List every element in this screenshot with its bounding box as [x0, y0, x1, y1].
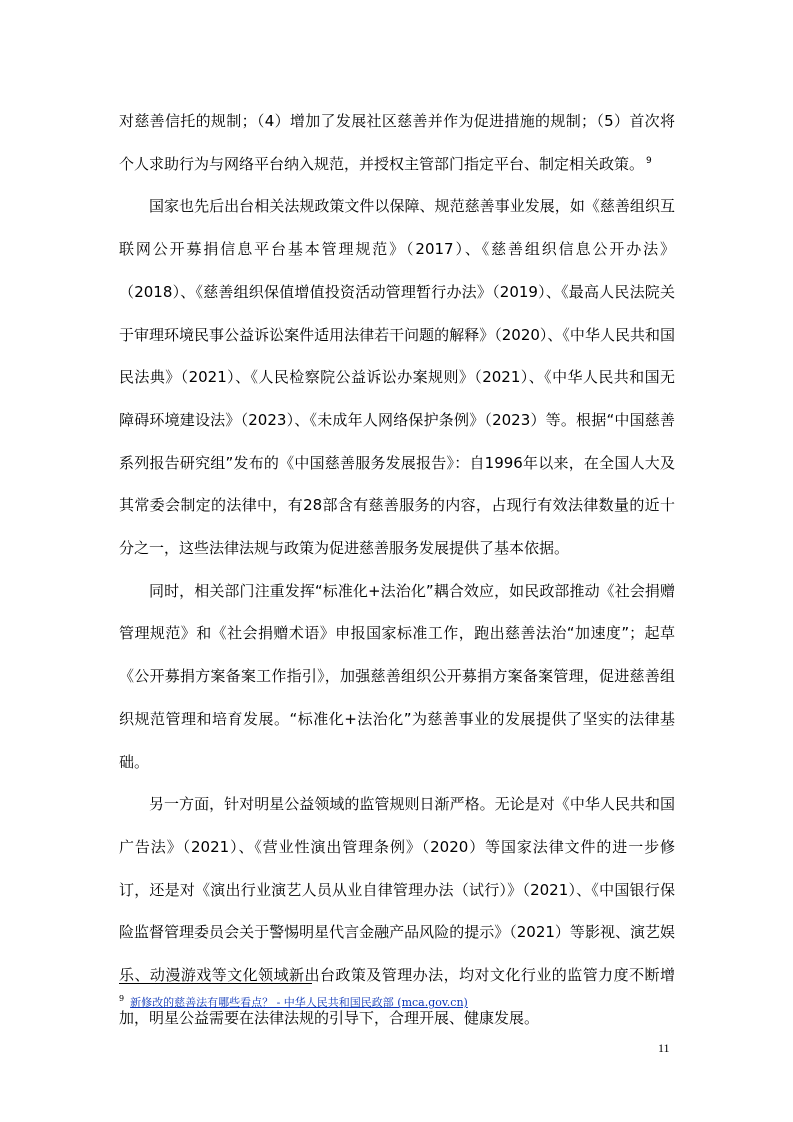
- paragraph-celebrity-regulation: 另一方面，针对明星公益领域的监管规则日渐严格。无论是对《中华人民共和国广告法》（2021）、《营业性演出管理条例》（2020）等国家法律文件的进一步修订，还是对《演出行业演艺人员从业自律管理办法（试行）》（2021）、《中国银行保险监督管理委员会关于警惕明星代言金融产品风险的提示》（2021）等影视、演艺娱乐、动漫游戏等文化领域新出台政策及管理办法，均对文化行业的监管力度不断增加，明星公益需要在法律法规的引导下，合理开展、健康发展。: [119, 795, 675, 1027]
- footnote: [119, 995, 468, 1011]
- page-body: [119, 100, 675, 1039]
- paragraph-laws-policies: 国家也先后出台相关法规政策文件以保障、规范慈善事业发展，如《慈善组织互联网公开募捐信息平台基本管理规范》（2017）、《慈善组织信息公开办法》（2018）、《慈善组织保值增值投资活动管理暂行办法》（2019）、《最高人民法院关于审理环境民事公益诉讼案件适用法律若干问题的解释》（2020）、《中华人民共和国民法典》（2021）、《人民检察院公益诉讼办案规则》（2021）、《中华人民共和国无障碍环境建设法》（2023）、《未成年人网络保护条例》（2023）等。根据“中国慈善系列报告研究组”发布的《中国慈善服务发展报告》：自1996年以来，在全国人大及其常委会制定的法律中，有28部含有慈善服务的内容，占现行有效法律数量的近十分之一，这些法律法规与政策为促进慈善服务发展提供了基本依据。: [119, 197, 675, 558]
- footnote-number: 9: [119, 994, 125, 1004]
- footnote-divider: [119, 983, 312, 984]
- footnote-reference[interactable]: 9: [646, 155, 652, 166]
- paragraph-continuation: [119, 100, 675, 185]
- paragraph-text: 对慈善信托的规制；（4）增加了发展社区慈善并作为促进措施的规制；（5）首次将个人求助行为与网络平台纳入规范，并授权主管部门指定平台、制定相关政策。: [119, 112, 675, 173]
- footnote-link[interactable]: 新修改的慈善法有哪些看点？ - 中华人民共和国民政部 (mca.gov.cn): [130, 996, 468, 1009]
- paragraph-standardization: 同时，相关部门注重发挥“标准化+法治化”耦合效应，如民政部推动《社会捐赠管理规范》和《社会捐赠术语》申报国家标准工作，跑出慈善法治“加速度”；起草《公开募捐方案备案工作指引》，加强慈善组织公开募捐方案备案管理，促进慈善组织规范管理和培育发展。“标准化+法治化”为慈善事业的发展提供了坚实的法律基础。: [119, 581, 675, 771]
- page-number: 11: [658, 1041, 670, 1055]
